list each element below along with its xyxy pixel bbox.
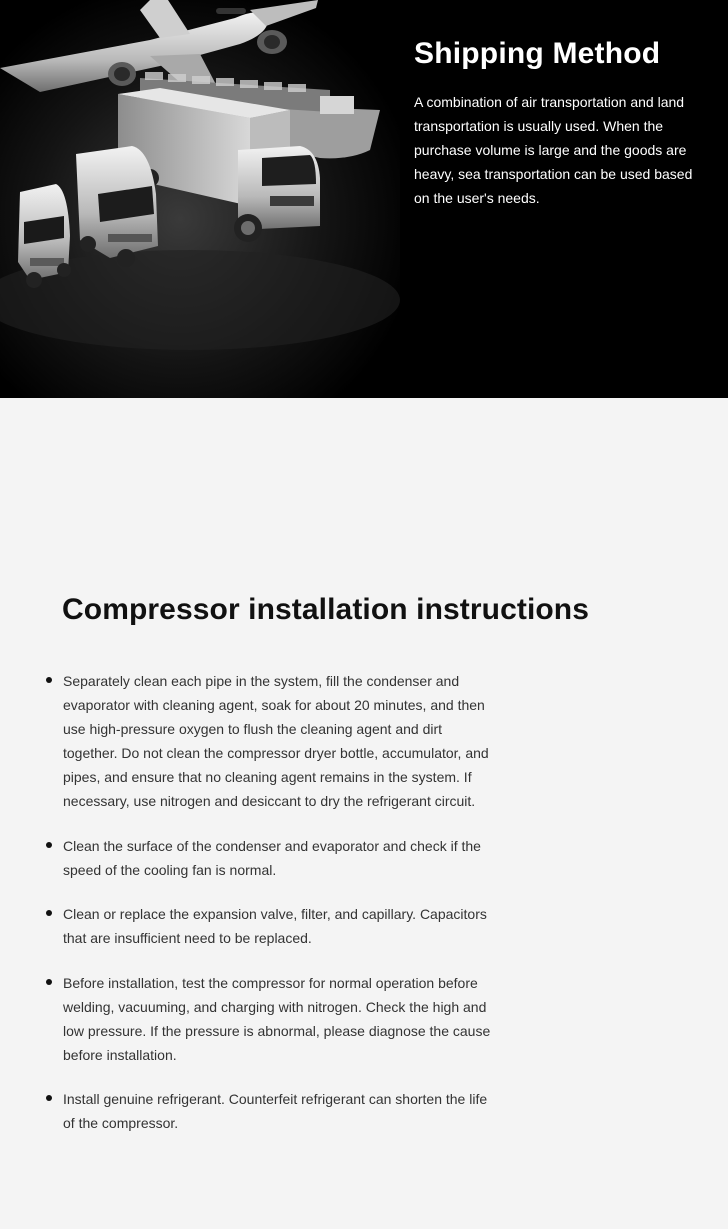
list-item — [46, 902, 496, 950]
instructions-list — [46, 669, 496, 1135]
bullet-icon — [46, 842, 52, 848]
list-item-text: Before installation, test the compressor for normal operation before welding, vacuuming, and charging with nitrogen. Check the high and low pressure. If the pressure is abnormal, please diagnose the cause before installation. — [63, 975, 491, 1063]
shipping-text-block — [414, 36, 709, 210]
bullet-icon — [46, 910, 52, 916]
list-item — [46, 1087, 496, 1135]
bullet-icon — [46, 979, 52, 985]
instructions-title: Compressor installation instructions — [62, 593, 590, 626]
list-item-text: Clean the surface of the condenser and evaporator and check if the speed of the cooling fan is normal. — [63, 838, 481, 878]
installation-instructions-section — [0, 398, 728, 1229]
bullet-icon — [46, 677, 52, 683]
shipping-description: A combination of air transportation and land transportation is usually used. When the purchase volume is large and the goods are heavy, sea transportation can be used based on the user's needs. — [414, 94, 693, 206]
list-item — [46, 971, 496, 1067]
list-item-text: Install genuine refrigerant. Counterfeit refrigerant can shorten the life of the compressor. — [63, 1091, 488, 1131]
list-item-text: Separately clean each pipe in the system, fill the condenser and evaporator with cleaning agent, soak for about 20 minutes, and then use high-pressure oxygen to flush the cleaning agent and dirt together. Do not clean the compressor dryer bottle, accumulator, and pipes, and ensure that no cleaning agent remains in the system. If necessary, use nitrogen and desiccant to dry the refrigerant circuit. — [63, 673, 489, 809]
bullet-icon — [46, 1095, 52, 1101]
airplane-ship-truck-van-icon — [0, 0, 400, 398]
shipping-title: Shipping Method — [414, 37, 661, 70]
list-item-text: Clean or replace the expansion valve, filter, and capillary. Capacitors that are insufficient need to be replaced. — [63, 906, 487, 946]
list-item — [46, 834, 496, 882]
shipping-method-section — [0, 0, 728, 398]
list-item — [46, 669, 496, 813]
